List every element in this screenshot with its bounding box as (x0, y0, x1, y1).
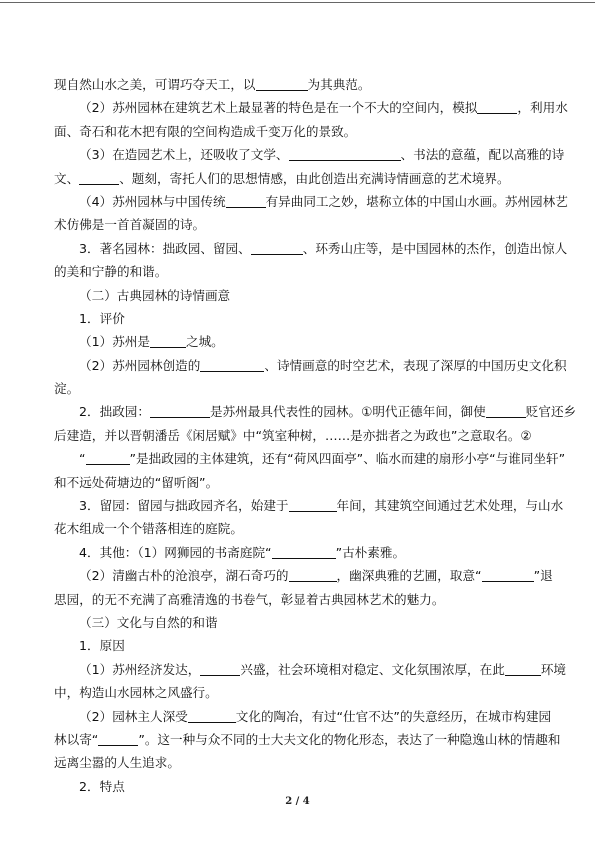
text-line: 现自然山水之美，可谓巧夺天工，以 为其典范。 (54, 77, 371, 92)
fill-blank[interactable] (226, 192, 266, 208)
fill-blank[interactable] (188, 707, 236, 723)
text-line: 2．拙政园： 是苏州最具代表性的园林。①明代正德年间，御使 贬官还乡 (79, 404, 577, 420)
text-line: 1．评价 (79, 310, 125, 326)
section-heading: （三）文化与自然的和谐 (79, 614, 218, 630)
text-line: （4）苏州园林与中国传统 有异曲同工之妙，堪称立体的中国山水画。苏州园林艺 (79, 193, 568, 209)
text-line: （1）苏州经济发达， 兴盛，社会环境相对稳定、文化氛围浓厚，在此 环境 (79, 661, 567, 677)
text-line: （2）清幽古朴的沧浪亭，湖石奇巧的 ，幽深典雅的艺圃，取意“ ”退 (79, 568, 553, 584)
text-line: 3．留园：留园与拙政园齐名，始建于 年间，其建筑空间通过艺术处理，与山水 (79, 498, 564, 514)
section-heading: （二）古典园林的诗情画意 (79, 287, 231, 303)
text-line: 思园，的无不充满了高雅清逸的书卷气，彰显着古典园林艺术的魅力。 (54, 591, 445, 607)
fill-blank[interactable] (86, 449, 130, 465)
text-line: 文、 、题刻，寄托人们的思想情感，由此创造出充满诗情画意的艺术境界。 (54, 170, 510, 186)
fill-blank[interactable] (486, 402, 526, 418)
text-line: “ ”是拙政园的主体建筑，还有“荷风四面亭”、临水而建的扇形小亭“与谁同坐轩” (79, 451, 566, 467)
fill-blank[interactable] (150, 402, 210, 418)
fill-blank[interactable] (289, 496, 337, 512)
fill-blank[interactable] (289, 566, 337, 582)
text-line: 后建造，并以晋朝潘岳《闲居赋》中“筑室种树，……是亦拙者之为政也”之意取名。② (54, 427, 532, 443)
fill-blank[interactable] (200, 660, 240, 676)
text-line: 2．特点 (79, 778, 125, 794)
text-line: 中，构造山水园林之风盛行。 (54, 685, 218, 701)
text-line: （2）苏州园林创造的 、诗情画意的时空艺术，表现了深厚的中国历史文化积 (79, 357, 567, 373)
text-line: 花木组成一个个错落相连的庭院。 (54, 521, 243, 537)
text-line: 淀。 (54, 381, 80, 397)
fill-blank[interactable] (98, 730, 138, 746)
text-line: 远离尘嚣的人生追求。 (54, 755, 180, 771)
text-line: （3）在造园艺术上，还吸收了文学、 、书法的意蕴，配以高雅的诗 (79, 147, 565, 163)
text-line: 3．著名园林：拙政园、留园、 、环秀山庄等，是中国园林的杰作，创造出惊人 (79, 240, 568, 256)
fill-blank[interactable] (477, 98, 517, 114)
text-line: （1）苏州是 之城。 (79, 334, 224, 350)
fill-blank[interactable] (272, 543, 336, 559)
fill-blank[interactable] (79, 169, 119, 185)
text-line: 的美和宁静的和谐。 (54, 264, 168, 280)
fill-blank[interactable] (251, 239, 303, 255)
text-line: 和不远处荷塘边的“留听阁”。 (54, 474, 219, 490)
text-line: 术仿佛是一首首凝固的诗。 (54, 217, 206, 233)
fill-blank[interactable] (482, 566, 534, 582)
text-line: 面、奇石和花木把有限的空间构造成千变万化的景致。 (54, 123, 357, 139)
fill-blank[interactable] (256, 75, 308, 91)
fill-blank[interactable] (505, 660, 541, 676)
header-rule (0, 2, 595, 3)
fill-blank[interactable] (150, 332, 186, 348)
text-line: （2）园林主人深受 文化的陶冶，有过“仕官不达”的失意经历，在城市构建园 (79, 708, 552, 724)
text-line: （2）苏州园林在建筑艺术上最显著的特色是在一个不大的空间内，模拟 ，利用水 (79, 100, 568, 116)
document-body (54, 73, 577, 798)
fill-blank[interactable] (200, 356, 264, 372)
text-line: 4．其他：（1）网狮园的书斋庭院“ ”古朴素雅。 (79, 544, 406, 560)
page-number: 2 / 4 (285, 796, 310, 807)
text-line: 林以寄“ ”。这一种与众不同的士大夫文化的物化形态，表达了一种隐逸山林的情趣和 (54, 731, 561, 747)
fill-blank[interactable] (289, 145, 401, 161)
text-line: 1．原因 (79, 638, 125, 654)
